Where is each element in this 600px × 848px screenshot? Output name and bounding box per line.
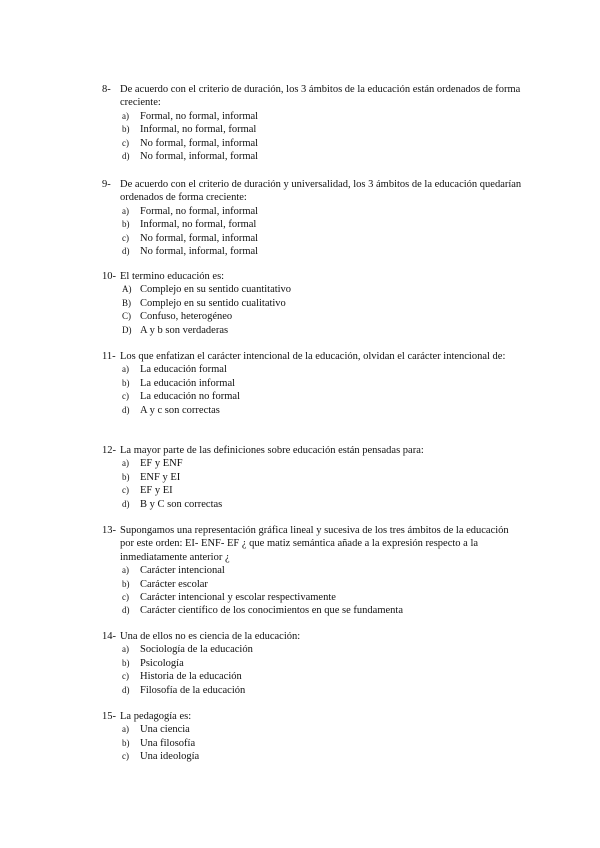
question-text: Los que enfatizan el carácter intencional de la educación, olvidan el carácter intencional de: bbox=[120, 351, 506, 362]
option-text: Formal, no formal, informal bbox=[140, 110, 259, 122]
options-list bbox=[102, 564, 522, 618]
option-b bbox=[102, 578, 522, 591]
question-text: La mayor parte de las definiciones sobre educación están pensadas para: bbox=[120, 445, 424, 456]
option-letter: B) bbox=[122, 297, 131, 308]
option-letter: a) bbox=[122, 565, 129, 576]
question-15 bbox=[102, 710, 522, 764]
option-letter: c) bbox=[122, 391, 129, 402]
option-d bbox=[102, 404, 522, 417]
option-letter: d) bbox=[122, 498, 130, 509]
option-text: Una filosofía bbox=[140, 737, 196, 749]
option-d bbox=[102, 150, 522, 163]
option-a bbox=[102, 110, 522, 123]
option-letter: c) bbox=[122, 751, 129, 762]
option-letter: b) bbox=[122, 657, 130, 668]
question-number: 14- bbox=[102, 631, 116, 642]
options-list bbox=[102, 643, 522, 697]
option-c bbox=[102, 137, 522, 150]
option-letter: d) bbox=[122, 684, 130, 695]
question-number: 15- bbox=[102, 711, 116, 722]
question-9 bbox=[102, 178, 522, 258]
option-letter: a) bbox=[122, 364, 129, 375]
option-b bbox=[102, 218, 522, 231]
question-number: 10- bbox=[102, 271, 116, 282]
option-text: Confuso, heterogéneo bbox=[140, 311, 233, 323]
option-letter: b) bbox=[122, 471, 130, 482]
option-b bbox=[102, 657, 522, 670]
options-list bbox=[102, 283, 522, 337]
question-text: De acuerdo con el criterio de duración y universalidad, los 3 ámbitos de la educación quedarían ordenados de forma creciente: bbox=[120, 179, 522, 204]
option-text: Complejo en su sentido cualitativo bbox=[140, 297, 286, 309]
option-b bbox=[102, 471, 522, 484]
question-text: De acuerdo con el criterio de duración, los 3 ámbitos de la educación están ordenados de forma creciente: bbox=[120, 84, 521, 109]
option-c bbox=[102, 750, 522, 763]
option-b bbox=[102, 737, 522, 750]
option-text: EF y EI bbox=[140, 485, 173, 497]
question-14 bbox=[102, 630, 522, 697]
option-a bbox=[102, 283, 522, 296]
option-d bbox=[102, 245, 522, 258]
option-text: No formal, informal, formal bbox=[140, 246, 259, 258]
option-text: La educación informal bbox=[140, 377, 236, 389]
option-letter: c) bbox=[122, 671, 129, 682]
option-text: Psicología bbox=[140, 657, 184, 669]
question-number: 12- bbox=[102, 445, 116, 456]
option-text: No formal, formal, informal bbox=[140, 137, 259, 149]
option-text: Filosofía de la educación bbox=[140, 684, 246, 696]
option-text: Una ideología bbox=[140, 751, 200, 763]
option-c bbox=[102, 310, 522, 323]
option-d bbox=[102, 498, 522, 511]
option-letter: A) bbox=[122, 284, 132, 295]
question-number: 9- bbox=[102, 179, 111, 190]
option-text: A y b son verdaderas bbox=[140, 324, 229, 336]
option-text: Informal, no formal, formal bbox=[140, 219, 257, 231]
question-number: 11- bbox=[102, 351, 116, 362]
option-text: B y C son correctas bbox=[140, 498, 223, 510]
option-letter: a) bbox=[122, 205, 129, 216]
option-a bbox=[102, 564, 522, 577]
option-text: Carácter intencional bbox=[140, 565, 225, 577]
option-letter: C) bbox=[122, 311, 131, 322]
option-text: La educación no formal bbox=[140, 391, 240, 403]
option-d bbox=[102, 324, 522, 337]
option-letter: D) bbox=[122, 324, 132, 335]
option-c bbox=[102, 591, 522, 604]
options-list bbox=[102, 110, 522, 164]
option-text: Carácter científico de los conocimientos en que se fundamenta bbox=[140, 605, 403, 617]
option-a bbox=[102, 457, 522, 470]
option-letter: c) bbox=[122, 232, 129, 243]
option-letter: c) bbox=[122, 137, 129, 148]
option-letter: d) bbox=[122, 605, 130, 616]
option-letter: a) bbox=[122, 458, 129, 469]
option-text: No formal, formal, informal bbox=[140, 232, 259, 244]
option-a bbox=[102, 205, 522, 218]
option-text: Carácter escolar bbox=[140, 578, 208, 590]
option-text: Historia de la educación bbox=[140, 671, 242, 683]
option-text: No formal, informal, formal bbox=[140, 151, 259, 163]
option-text: Sociología de la educación bbox=[140, 644, 253, 656]
option-a bbox=[102, 643, 522, 656]
option-letter: b) bbox=[122, 377, 130, 388]
option-text: Informal, no formal, formal bbox=[140, 124, 257, 136]
option-c bbox=[102, 484, 522, 497]
option-text: Formal, no formal, informal bbox=[140, 205, 259, 217]
option-letter: b) bbox=[122, 737, 130, 748]
option-b bbox=[102, 297, 522, 310]
question-10 bbox=[102, 270, 522, 337]
option-text: ENF y EI bbox=[140, 471, 181, 483]
option-c bbox=[102, 670, 522, 683]
option-letter: c) bbox=[122, 485, 129, 496]
question-number: 8- bbox=[102, 84, 111, 95]
question-text: La pedagogía es: bbox=[120, 711, 192, 722]
option-text: Carácter intencional y escolar respectivamente bbox=[140, 592, 336, 604]
option-text: Una ciencia bbox=[140, 724, 190, 736]
question-text: Supongamos una representación gráfica lineal y sucesiva de los tres ámbitos de la educación por este orden: EI- ENF- EF ¿ que matiz semántica añade a la expresión respecto a la inmediatamente anterior ¿ bbox=[120, 525, 509, 563]
option-d bbox=[102, 684, 522, 697]
option-letter: a) bbox=[122, 724, 129, 735]
question-12 bbox=[102, 444, 522, 511]
option-c bbox=[102, 232, 522, 245]
question-8 bbox=[102, 83, 522, 163]
options-list bbox=[102, 457, 522, 511]
option-letter: b) bbox=[122, 578, 130, 589]
option-text: A y c son correctas bbox=[140, 404, 220, 416]
option-text: EF y ENF bbox=[140, 458, 183, 470]
question-text: Una de ellos no es ciencia de la educación: bbox=[120, 631, 301, 642]
question-text: El termino educación es: bbox=[120, 271, 225, 282]
option-c bbox=[102, 390, 522, 403]
option-text: Complejo en su sentido cuantitativo bbox=[140, 284, 292, 296]
options-list bbox=[102, 723, 522, 763]
option-b bbox=[102, 377, 522, 390]
question-number: 13- bbox=[102, 525, 116, 536]
option-letter: a) bbox=[122, 110, 129, 121]
option-a bbox=[102, 723, 522, 736]
option-letter: d) bbox=[122, 404, 130, 415]
option-letter: b) bbox=[122, 124, 130, 135]
option-letter: b) bbox=[122, 219, 130, 230]
option-b bbox=[102, 123, 522, 136]
option-letter: d) bbox=[122, 151, 130, 162]
option-text: La educación formal bbox=[140, 364, 227, 376]
question-11 bbox=[102, 350, 522, 417]
options-list bbox=[102, 205, 522, 259]
question-13 bbox=[102, 524, 522, 618]
option-letter: c) bbox=[122, 592, 129, 603]
option-letter: d) bbox=[122, 246, 130, 257]
options-list bbox=[102, 363, 522, 417]
option-letter: a) bbox=[122, 644, 129, 655]
option-a bbox=[102, 363, 522, 376]
option-d bbox=[102, 604, 522, 617]
